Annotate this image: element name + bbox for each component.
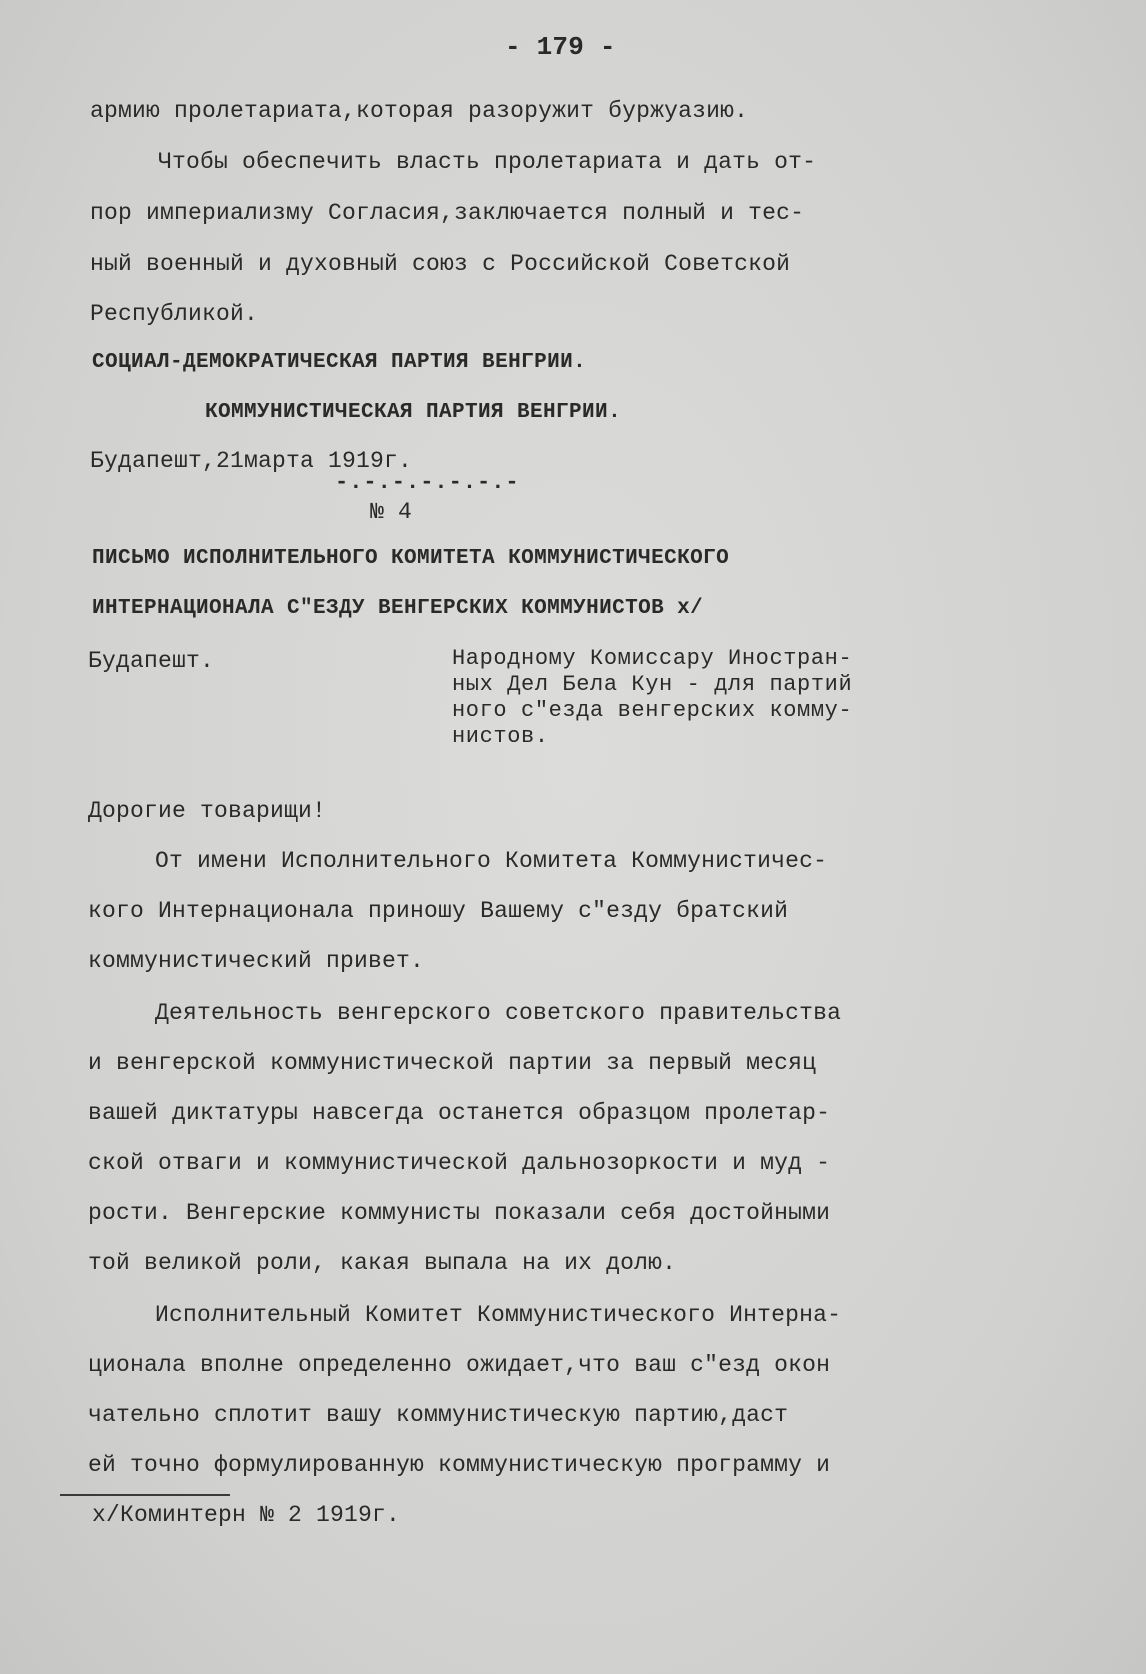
body-line: ционала вполне определенно ожидает,что ваш с"езд окон (88, 1352, 831, 1378)
paragraph-line: ный военный и духовный союз с Российской Советской (90, 251, 791, 277)
body-line: коммунистический привет. (88, 948, 425, 974)
city: Будапешт. (88, 648, 215, 674)
salutation: Дорогие товарищи! (88, 798, 327, 824)
paragraph-line: армию пролетариата,которая разоружит буржуазию. (90, 98, 749, 124)
body-line: ской отваги и коммунистической дальнозоркости и муд - (88, 1150, 831, 1176)
body-line: той великой роли, какая выпала на их долю. (88, 1250, 677, 1276)
paragraph-line: Республикой. (90, 301, 259, 327)
body-line: Исполнительный Комитет Коммунистического Интерна- (155, 1302, 842, 1328)
body-line: Деятельность венгерского советского правительства (155, 1000, 842, 1026)
addressee-line: ного с"езда венгерских комму- (452, 698, 853, 723)
body-line: вашей диктатуры навсегда останется образцом пролетар- (88, 1100, 831, 1126)
signature-social-democratic-party: СОЦИАЛ-ДЕМОКРАТИЧЕСКАЯ ПАРТИЯ ВЕНГРИИ. (92, 351, 587, 374)
page-number: - 179 - (505, 32, 616, 62)
place-date: Будапешт,21марта 1919г. (90, 448, 413, 474)
body-line: рости. Венгерские коммунисты показали себя достойными (88, 1200, 831, 1226)
footnote: х/Коминтерн № 2 1919г. (92, 1502, 401, 1528)
body-line: ей точно формулированную коммунистическую программу и (88, 1452, 831, 1478)
body-line: чательно сплотит вашу коммунистическую партию,даст (88, 1402, 789, 1428)
document-title-line: ИНТЕРНАЦИОНАЛА С"ЕЗДУ ВЕНГЕРСКИХ КОММУНИСТОВ х/ (92, 597, 704, 620)
body-line: От имени Исполнительного Комитета Коммунистичес- (155, 848, 828, 874)
addressee-line: ных Дел Бела Кун - для партий (452, 672, 853, 697)
paragraph-line: пор империализму Согласия,заключается полный и тес- (90, 200, 805, 226)
body-line: кого Интернационала приношу Вашему с"езду братский (88, 898, 789, 924)
paragraph-line: Чтобы обеспечить власть пролетариата и дать от- (158, 149, 817, 175)
footnote-rule (60, 1494, 230, 1496)
addressee-line: Народному Комиссару Иностран- (452, 646, 853, 671)
addressee-line: нистов. (452, 724, 549, 749)
signature-communist-party: КОММУНИСТИЧЕСКАЯ ПАРТИЯ ВЕНГРИИ. (205, 401, 622, 424)
separator-line: -.-.-.-.-.-.- (335, 470, 520, 495)
document-number: № 4 (370, 499, 413, 525)
document-title-line: ПИСЬМО ИСПОЛНИТЕЛЬНОГО КОМИТЕТА КОММУНИСТИЧЕСКОГО (92, 547, 730, 570)
body-line: и венгерской коммунистической партии за первый месяц (88, 1050, 817, 1076)
